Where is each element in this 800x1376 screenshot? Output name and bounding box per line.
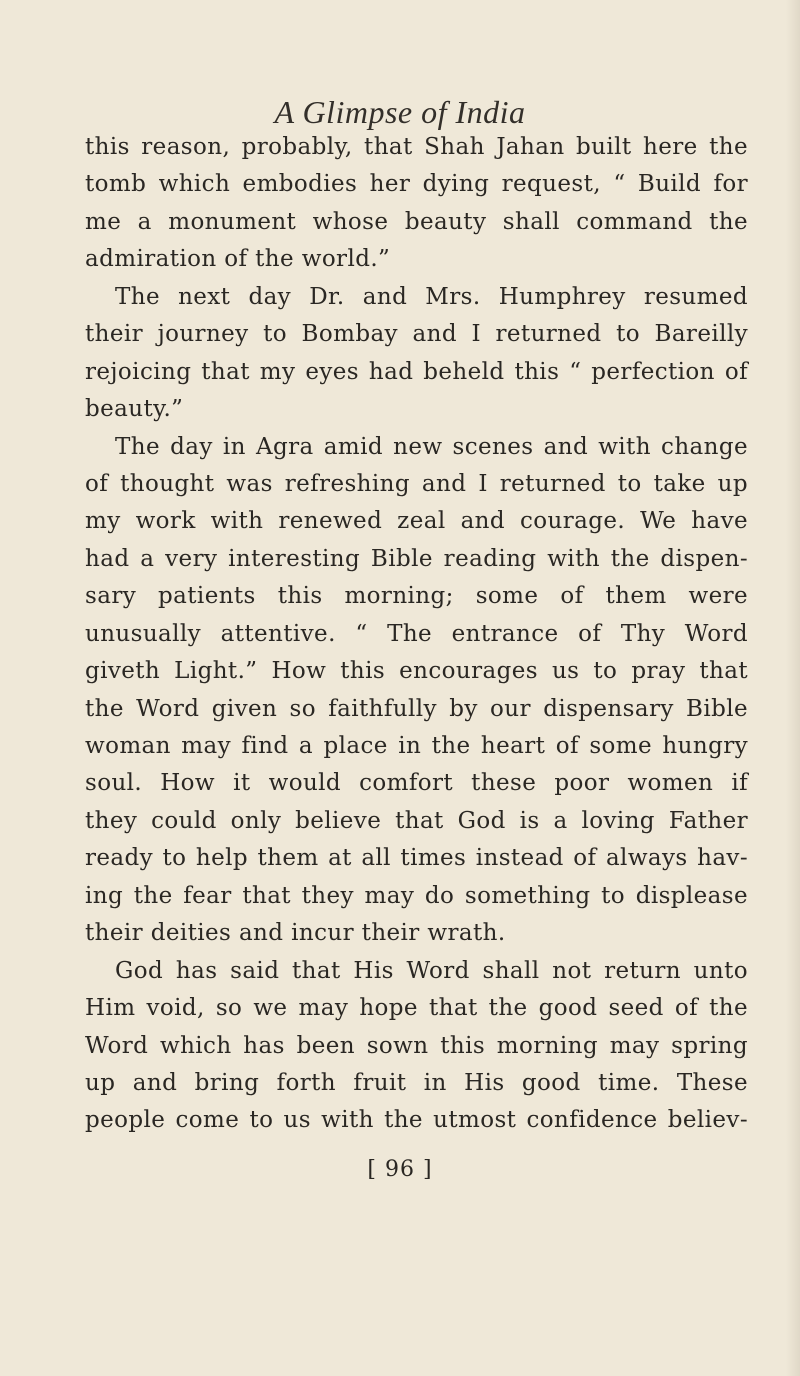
text-line: beauty.”: [85, 396, 184, 423]
text-line: of thought was refreshing and I returned to take up: [85, 470, 748, 497]
text-line: their deities and incur their wrath.: [85, 920, 506, 947]
text-line: this reason, probably, that Shah Jahan built here the: [85, 134, 748, 160]
text-line: people come to us with the utmost confidence believ-: [85, 1107, 748, 1134]
text-line: had a very interesting Bible reading with the dispen-: [85, 545, 748, 572]
text-line: their journey to Bombay and I returned to Bareilly: [85, 321, 748, 348]
text-line: The day in Agra amid new scenes and with change: [115, 433, 748, 460]
text-line: giveth Light.” How this encourages us to pray that: [85, 658, 748, 685]
text-line: tomb which embodies her dying request, “ Build for: [85, 171, 748, 198]
text-line: The next day Dr. and Mrs. Humphrey resumed: [115, 283, 748, 310]
text-line: rejoicing that my eyes had beheld this “ perfection of: [85, 358, 748, 385]
text-line: admiration of the world.”: [85, 246, 391, 273]
text-line: me a monument whose beauty shall command the: [85, 208, 748, 235]
text-line: they could only believe that God is a loving Father: [85, 807, 748, 834]
text-line: woman may find a place in the heart of some hungry: [85, 733, 748, 759]
text-line: ing the fear that they may do something to displease: [85, 882, 748, 909]
text-line: Him void, so we may hope that the good seed of the: [85, 995, 748, 1022]
text-line: sary patients this morning; some of them were: [85, 583, 748, 610]
page-number: [ 96 ]: [367, 1157, 433, 1182]
text-line: unusually attentive. “ The entrance of Thy Word: [85, 620, 748, 647]
text-line: God has said that His Word shall not return unto: [115, 957, 748, 984]
text-line: the Word given so faithfully by our dispensary Bible: [85, 695, 748, 722]
text-line: ready to help them at all times instead of always hav-: [85, 845, 748, 872]
text-line: soul. How it would comfort these poor women if: [85, 770, 748, 797]
text-line: up and bring forth fruit in His good time. These: [85, 1069, 748, 1096]
running-head: A Glimpse of India: [274, 94, 526, 130]
text-line: my work with renewed zeal and courage. We have: [85, 508, 748, 535]
text-line: Word which has been sown this morning may spring: [85, 1032, 748, 1059]
body-text: [85, 129, 748, 1140]
